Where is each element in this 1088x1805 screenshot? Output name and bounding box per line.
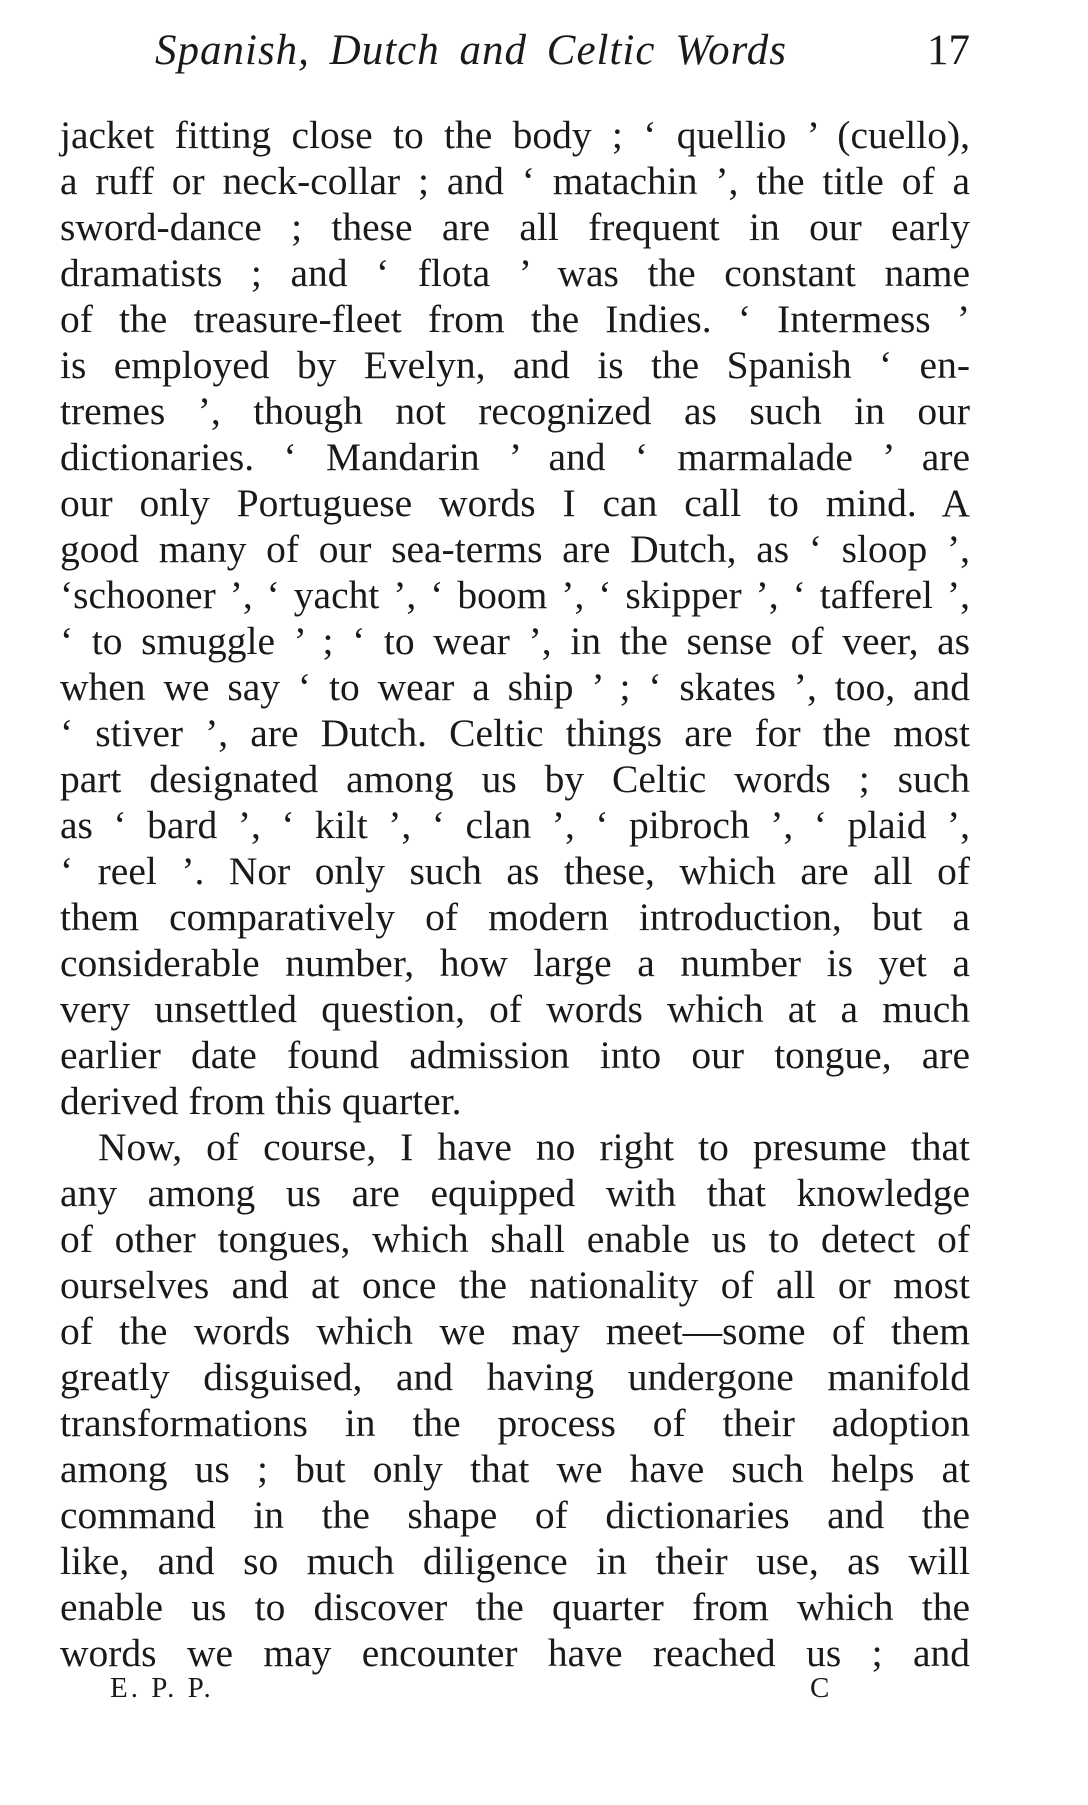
text-line: jacket fitting close to the body ; ‘ quellio ’ (cuello), (60, 113, 970, 157)
text-line: any among us are equipped with that knowledge (60, 1171, 970, 1215)
text-line: of the treasure-fleet from the Indies. ‘ Intermess ’ (60, 297, 970, 341)
text-block (60, 112, 970, 1676)
text-line: of the words which we may meet—some of them (60, 1309, 970, 1353)
text-line: ‘ stiver ’, are Dutch. Celtic things are for the most (60, 711, 970, 755)
text-line: them comparatively of modern introduction, but a (60, 895, 970, 939)
text-line: Now, of course, I have no right to presume that (98, 1125, 970, 1169)
text-line: ‘ to smuggle ’ ; ‘ to wear ’, in the sense of veer, as (60, 619, 970, 663)
text-line: command in the shape of dictionaries and the (60, 1493, 970, 1537)
running-title: Spanish, Dutch and Celtic Words (155, 27, 787, 74)
text-line: greatly disguised, and having undergone manifold (60, 1355, 970, 1399)
paragraph-1 (60, 112, 970, 1124)
text-line: very unsettled question, of words which at a much (60, 987, 970, 1031)
text-line: words we may encounter have reached us ; and (60, 1631, 970, 1675)
paragraph-2 (60, 1124, 970, 1676)
text-line: part designated among us by Celtic words ; such (60, 757, 970, 801)
sheet-letter: C (810, 1672, 833, 1704)
text-line: earlier date found admission into our tongue, are (60, 1033, 970, 1077)
text-line: sword-dance ; these are all frequent in our early (60, 205, 970, 249)
text-line: as ‘ bard ’, ‘ kilt ’, ‘ clan ’, ‘ pibroch ’, ‘ plaid ’, (60, 803, 970, 847)
text-line: transformations in the process of their adoption (60, 1401, 970, 1445)
text-line: a ruff or neck-collar ; and ‘ matachin ’, the title of a (60, 159, 970, 203)
text-line: dramatists ; and ‘ flota ’ was the constant name (60, 251, 970, 295)
text-line: tremes ’, though not recognized as such in our (60, 389, 970, 433)
text-line: ‘schooner ’, ‘ yacht ’, ‘ boom ’, ‘ skipper ’, ‘ tafferel ’, (60, 573, 970, 617)
text-line: when we say ‘ to wear a ship ’ ; ‘ skates ’, too, and (60, 665, 970, 709)
text-line: ‘ reel ’. Nor only such as these, which are all of (60, 849, 970, 893)
text-line: ourselves and at once the nationality of all or most (60, 1263, 970, 1307)
text-line: considerable number, how large a number is yet a (60, 941, 970, 985)
page-number: 17 (927, 27, 970, 74)
text-line: our only Portuguese words I can call to mind. A (60, 481, 970, 525)
text-line: is employed by Evelyn, and is the Spanish ‘ en- (60, 343, 970, 387)
text-line: dictionaries. ‘ Mandarin ’ and ‘ marmalade ’ are (60, 435, 970, 479)
text-line: of other tongues, which shall enable us to detect of (60, 1217, 970, 1261)
text-line: good many of our sea-terms are Dutch, as ‘ sloop ’, (60, 527, 970, 571)
running-head (155, 26, 970, 86)
text-line: derived from this quarter. (60, 1079, 462, 1123)
page-footer (110, 1672, 890, 1712)
text-line: like, and so much diligence in their use, as will (60, 1539, 970, 1583)
text-line: enable us to discover the quarter from which the (60, 1585, 970, 1629)
text-line: among us ; but only that we have such helps at (60, 1447, 970, 1491)
signature-mark: E. P. P. (110, 1672, 214, 1704)
